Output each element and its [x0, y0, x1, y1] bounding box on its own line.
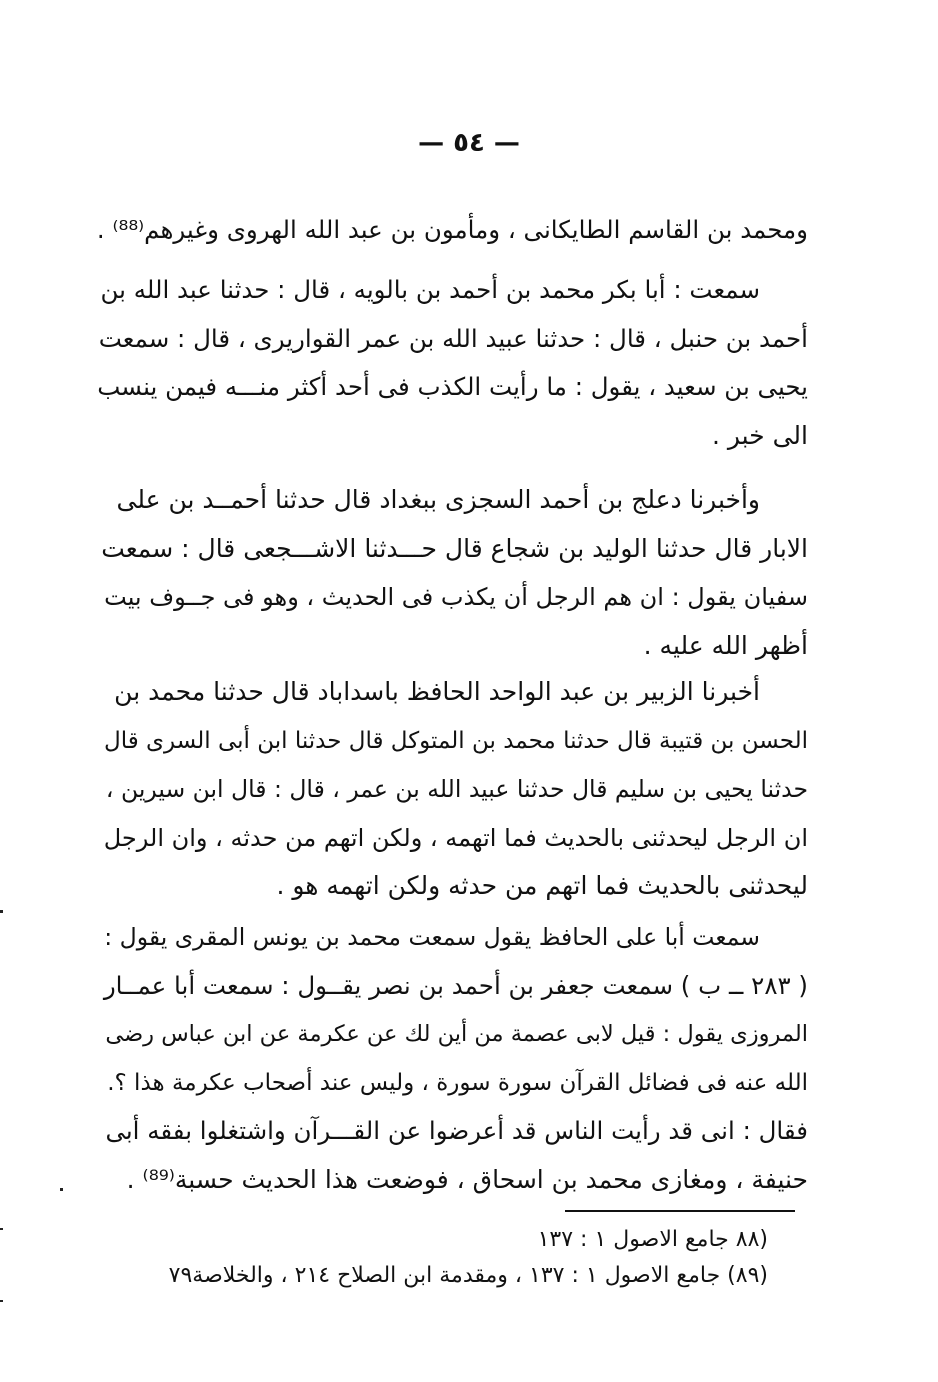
text-line: حدثنا يحيى بن سليم قال حدثنا عبيد الله بن عمر ، قال : قال ابن سيرين ،: [105, 775, 808, 803]
text-line: الابار قال حدثنا الوليد بن شجاع قال حـــدثنا الاشـــجعى قال : سمعت: [101, 533, 808, 563]
text-line: سمعت أبا على الحافظ يقول سمعت محمد بن يونس المقرى يقول :: [104, 923, 760, 951]
text-line: وأخبرنا دعلج بن أحمد السجزى ببغداد قال حدثنا أحمــد بن على: [116, 485, 760, 514]
text-line: ( ٢٨٣ ــ ب ) سمعت جعفر بن أحمد بن نصر يقــول : سمعت أبا عمــار: [103, 970, 808, 1000]
paragraph-2: [96, 266, 808, 460]
scan-speck: [0, 1228, 3, 1230]
text-line: ان الرجل ليحدثنى بالحديث فما اتهمه ، ولكن اتهم من حدثه ، وان الرجل: [103, 823, 808, 852]
text-line: الى خبر .: [711, 420, 808, 450]
text-line: أخبرنا الزبير بن عبد الواحد الحافظ باسداباد قال حدثنا محمد بن: [114, 677, 760, 706]
page-number: — ٥٤ —: [418, 128, 520, 158]
paragraph-3: [96, 476, 808, 670]
text-line: أظهر الله عليه .: [643, 630, 808, 660]
paragraph-4: [96, 668, 808, 911]
text-line: المروزى يقول : قيل لابى عصمة من أين لك عن عكرمة عن ابن عباس رضى: [105, 1021, 808, 1047]
footnotes: [96, 1222, 768, 1294]
scan-speck: [0, 1300, 3, 1302]
footnote-88: (٨٨ جامع الاصول ١ : ١٣٧: [537, 1227, 768, 1252]
text-line: أحمد بن حنبل ، قال : حدثنا عبيد الله بن عمر القواريرى ، قال : سمعت: [98, 323, 808, 353]
scan-speck: [0, 910, 3, 913]
text-line: حنيفة ، ومغازى محمد بن اسحاق ، فوضعت هذا الحديث حسبة⁽⁸⁹⁾ .: [126, 1164, 808, 1194]
footnote-divider: [565, 1210, 795, 1212]
footnote-89: (٨٩) جامع الاصول ١ : ١٣٧ ، ومقدمة ابن الصلاح ٢١٤ ، والخلاصة٧٩: [168, 1263, 768, 1288]
paragraph-1: [96, 206, 808, 255]
text-line: سفيان يقول : ان هم الرجل أن يكذب فى الحديث ، وهو فى جــوف بيت: [104, 583, 808, 611]
text-line: ومحمد بن القاسم الطايكانى ، ومأمون بن عبد الله الهروى وغيرهم⁽⁸⁸⁾ .: [96, 215, 808, 244]
text-line: الله عنه فى فضائل القرآن سورة سورة ، وليس عند أصحاب عكرمة هذا ؟.: [107, 1069, 808, 1096]
text-line: فقال : انى قد رأيت الناس قد أعرضوا عن القـــرآن واشتغلوا بفقه أبى: [105, 1116, 808, 1145]
text-line: ليحدثنى بالحديث فما اتهم من حدثه ولكن اتهمه هو .: [276, 871, 808, 900]
text-line: الحسن بن قتيبة قال حدثنا محمد بن المتوكل قال حدثنا ابن أبى السرى قال: [104, 727, 808, 754]
text-line: يحيى بن سعيد ، يقول : ما رأيت الكذب فى أحد أكثر منـــه فيمن ينسب: [97, 372, 808, 401]
scan-speck: [60, 1188, 63, 1191]
paragraph-5: [96, 913, 808, 1204]
text-line: سمعت : أبا بكر محمد بن أحمد بن بالويه ، قال : حدثنا عبد الله بن: [100, 275, 760, 304]
